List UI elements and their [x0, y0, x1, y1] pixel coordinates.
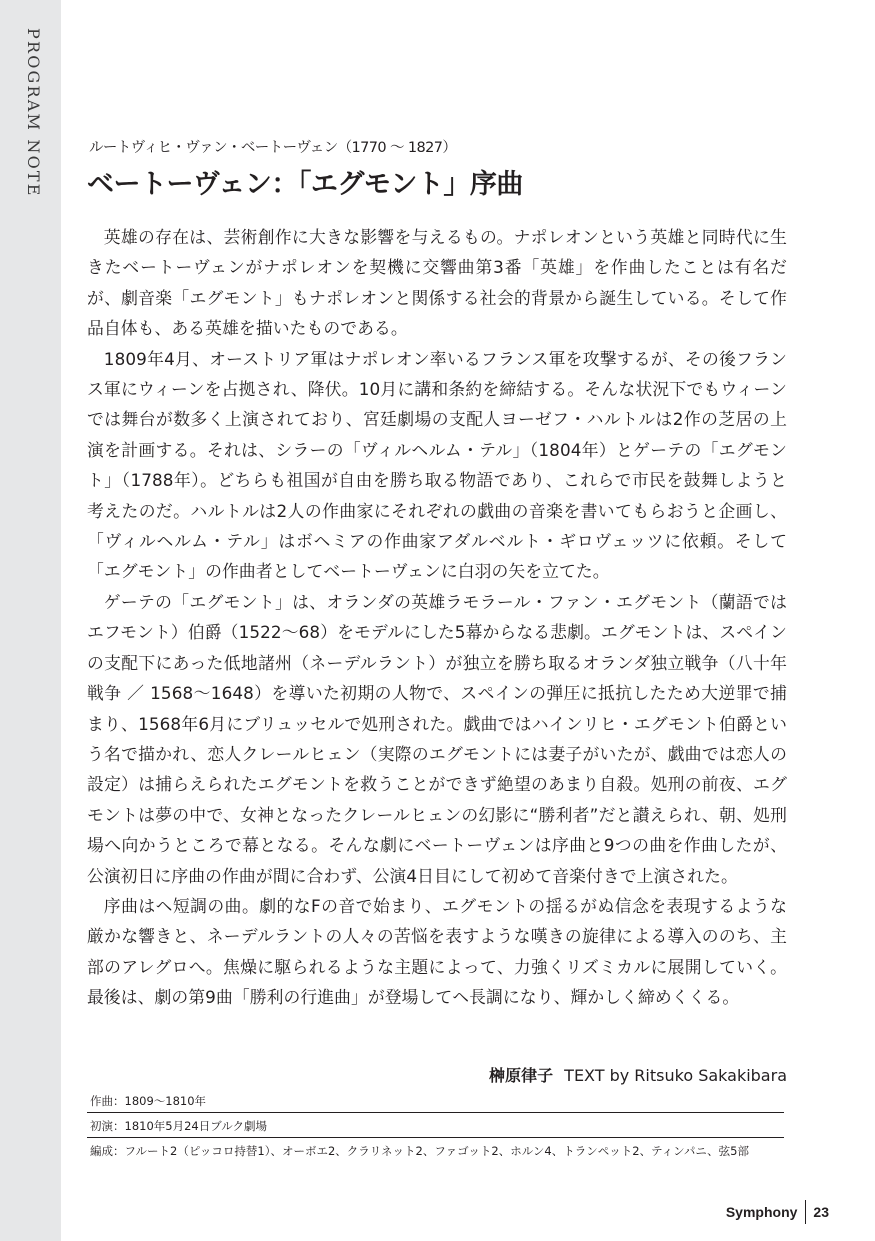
instrumentation-info: 編成：フルート2（ピッコロ持替1）、オーボエ2、クラリネット2、ファゴット2、ホルン4、トランペット2、ティンパニ、弦5部: [87, 1137, 784, 1162]
author-name-jp: 榊原律子: [489, 1066, 554, 1085]
article-body: [87, 222, 787, 1013]
page-footer: [726, 1200, 829, 1224]
footer-divider: [805, 1200, 806, 1224]
section-label: PROGRAM NOTE: [24, 28, 43, 198]
page-number: 23: [813, 1204, 829, 1220]
sidebar: [0, 0, 61, 1241]
composer-subtitle: ルートヴィヒ・ヴァン・ベートーヴェン（1770 〜 1827）: [89, 140, 457, 156]
paragraph-1: 英雄の存在は、芸術創作に大きな影響を与えるもの。ナポレオンという英雄と同時代に生きたベートーヴェンがナポレオンを契機に交響曲第3番「英雄」を作曲したことは有名だが、劇音楽「エグモント」もナポレオンと関係する社会的背景から誕生している。そして作品自体も、ある英雄を描いたものである。: [87, 227, 787, 339]
author-credit: [489, 1063, 787, 1086]
paragraph-4: 序曲はヘ短調の曲。劇的なFの音で始まり、エグモントの揺るがぬ信念を表現するような厳かな響きと、ネーデルラントの人々の苦悩を表すような嘆きの旋律による導入ののち、主部のアレグロへ。焦燥に駆られるような主題によって、力強くリズミカルに展開していく。最後は、劇の第9曲「勝利の行進曲」が登場してヘ長調になり、輝かしく締めくくる。: [87, 895, 787, 1008]
page-title: ベートーヴェン：「エグモント」序曲: [87, 169, 523, 200]
work-info: [87, 1088, 784, 1162]
paragraph-3: ゲーテの「エグモント」は、オランダの英雄ラモラール・ファン・エグモント（蘭語ではエフモント）伯爵（1522〜68）をモデルにした5幕からなる悲劇。エグモントは、スペインの支配下にあった低地諸州（ネーデルラント）が独立を勝ち取るオランダ独立戦争（八十年戦争 ／ 1568〜1648）を導いた初期の人物で、スペインの弾圧に抵抗したため大逆罪で捕まり、1568年6月にブリュッセルで処刑された。戯曲ではハインリヒ・エグモント伯爵という名で描かれ、恋人クレールヒェン（実際のエグモントには妻子がいたが、戯曲では恋人の設定）は捕らえられたエグモントを救うことができず絶望のあまり自殺。処刑の前夜、エグモントは夢の中で、女神となったクレールヒェンの幻影に“勝利者”だと讃えられ、朝、処刑場へ向かうところで幕となる。そんな劇にベートーヴェンは序曲と9つの曲を作曲したが、公演初日に序曲の作曲が間に合わず、公演4日目にして初めて音楽付きで上演された。: [87, 591, 787, 886]
composed-info: 作曲：1809〜1810年: [90, 1094, 207, 1108]
premiere-info: 初演：1810年5月24日ブルク劇場: [87, 1112, 784, 1137]
paragraph-2: 1809年4月、オーストリア軍はナポレオン率いるフランス軍を攻撃するが、その後フランス軍にウィーンを占拠され、降伏。10月に講和条約を締結する。そんな状況下でもウィーンでは舞台が数多く上演されており、宮廷劇場の支配人ヨーゼフ・ハルトルは2作の芝居の上演を計画する。それは、シラーの「ヴィルヘルム・テル」（1804年）とゲーテの「エグモント」（1788年）。どちらも祖国が自由を勝ち取る物語であり、これらで市民を鼓舞しようと考えたのだ。ハルトルは2人の作曲家にそれぞれの戯曲の音楽を書いてもらおうと企画し、「ヴィルヘルム・テル」はボヘミアの作曲家アダルベルト・ギロヴェッツに依頼。そして「エグモント」の作曲者としてベートーヴェンに白羽の矢を立てた。: [87, 348, 787, 582]
author-name-en: TEXT by Ritsuko Sakakibara: [564, 1066, 787, 1085]
magazine-name: Symphony: [725, 1204, 798, 1220]
